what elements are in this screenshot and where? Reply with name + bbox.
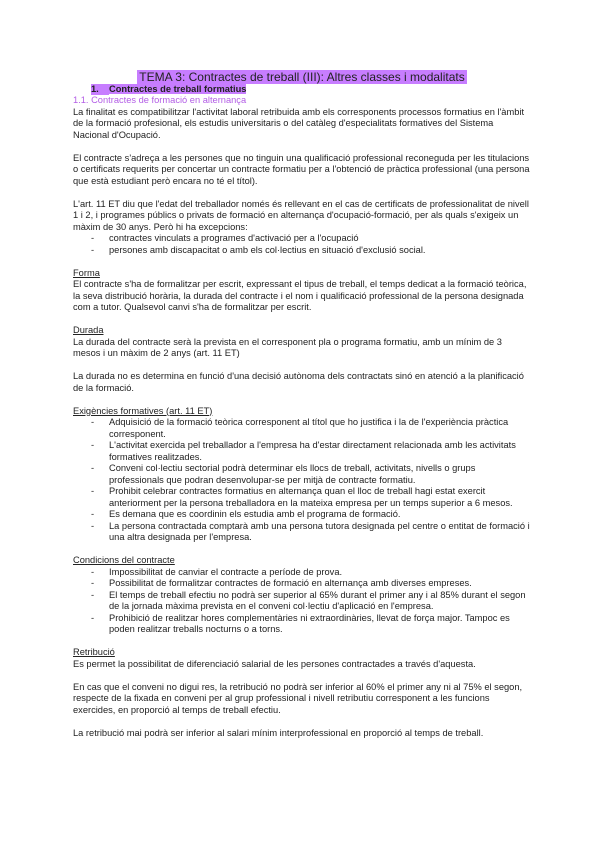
list-item: - Adquisició de la formació teòrica corresponent al títol que ho justifica i la de l'experiència pràctica corresponent. <box>73 417 531 440</box>
list-item: - persones amb discapacitat o amb els col·lectius en situació d'exclusió social. <box>73 245 531 257</box>
intro-paragraph: El contracte s'adreça a les persones que no tinguin una qualificació professional reconeguda per les titulacions o certificats requerits per concertar un contracte formatiu per a l'obtenció de pràctica professional (una persona que està estudiant però encara no té el títol). <box>73 152 530 186</box>
section-heading: 1. Contractes de treball formatius <box>91 83 247 94</box>
list-item: - Conveni col·lectiu sectorial podrà determinar els llocs de treball, activitats, nivells o grups professionals que podran desenvolupar-se per mitjà de contracte formatiu. <box>73 463 531 486</box>
retribucio-paragraph: La retribució mai podrà ser inferior al salari mínim interprofessional en proporció al temps de treball. <box>73 727 484 738</box>
exceptions-list <box>73 233 531 256</box>
forma-heading: Forma <box>73 267 100 278</box>
durada-paragraph: La durada no es determina en funció d'una decisió autònoma dels contractats sinó en atenció a la planificació de la formació. <box>73 371 524 393</box>
list-item: - Prohibició de realitzar hores complementàries ni extraordinàries, llevat de força major. Tampoc es poden realitzar treballs nocturns o a torns. <box>73 613 531 636</box>
list-item: - Es demana que es coordinin els estudia amb el programa de formació. <box>73 509 531 521</box>
subsection-heading: 1.1. Contractes de formació en alternança <box>73 95 247 105</box>
list-item: - La persona contractada comptarà amb una persona tutora designada pel centre o entitat de formació i una altra designada per l'empresa. <box>73 521 531 544</box>
exigencies-list <box>73 417 531 544</box>
list-item: - Prohibit celebrar contractes formatius en alternança quan el lloc de treball hagi estat exercit anteriorment per la persona treballadora en la mateixa empresa per un temps superior a 6 mesos. <box>73 486 531 509</box>
list-item: - L'activitat exercida pel treballador a l'empresa ha d'estar directament relacionada amb les activitats formatives realitzades. <box>73 440 531 463</box>
list-item: - Possibilitat de formalitzar contractes de formació en alternança amb diverses empreses. <box>73 578 531 590</box>
list-item: - Impossibilitat de canviar el contracte a període de prova. <box>73 567 531 579</box>
intro-paragraph: L'art. 11 ET diu que l'edat del treballador només és rellevant en el cas de certificats de professionalitat de nivell 1 i 2, i programes públics o privats de formació en alternança d'ocupació-formació, per als quals s'exigeix un màxim de 30 anys. Però hi ha excepcions: <box>73 198 529 232</box>
retribucio-heading: Retribució <box>73 647 115 657</box>
document-page <box>73 72 531 739</box>
document-title: TEMA 3: Contractes de treball (III): Altres classes i modalitats <box>139 70 465 84</box>
list-item: - contractes vinculats a programes d'activació per a l'ocupació <box>73 233 531 245</box>
forma-paragraph: El contracte s'ha de formalitzar per escrit, expressant el tipus de treball, el temps dedicat a la formació teòrica, la seva distribució horària, la durada del contracte i el nom i qualificació professional de la persona designada com a tutor. Qualsevol canvi s'ha de formalitzar per escrit. <box>73 279 527 312</box>
retribucio-paragraph: Es permet la possibilitat de diferenciació salarial de les persones contractades a través d'aquesta. <box>73 658 476 669</box>
exigencies-heading: Exigències formatives (art. 11 ET) <box>73 405 213 416</box>
intro-paragraph: La finalitat es compatibilitzar l'activitat laboral retribuida amb els corresponents processos formatius en l'àmbit de la formació profesional, els estudis universitaris o del catàleg d'especialitats formatives del Sistema Nacional d'Ocupació. <box>73 106 525 140</box>
condicions-list <box>73 567 531 636</box>
condicions-heading: Condicions del contracte <box>73 555 175 565</box>
retribucio-paragraph: En cas que el conveni no digui res, la retribució no podrà ser inferior al 60% el primer any ni al 75% el segon, respecte de la fixada en conveni per al grup professional i nivell retributiu corresponent a les funcions exercides, en proporció al temps de treball efectiu. <box>73 681 523 715</box>
list-item: - El temps de treball efectiu no podrà ser superior al 65% durant el primer any i al 85% durant el segon de la jornada màxima prevista en el conveni col·lectiu d'aplicació en l'empresa. <box>73 590 531 613</box>
durada-paragraph: La durada del contracte serà la prevista en el corresponent pla o programa formatiu, amb un mínim de 3 mesos i un màxim de 2 anys (art. 11 ET) <box>73 336 502 358</box>
durada-heading: Durada <box>73 325 104 335</box>
